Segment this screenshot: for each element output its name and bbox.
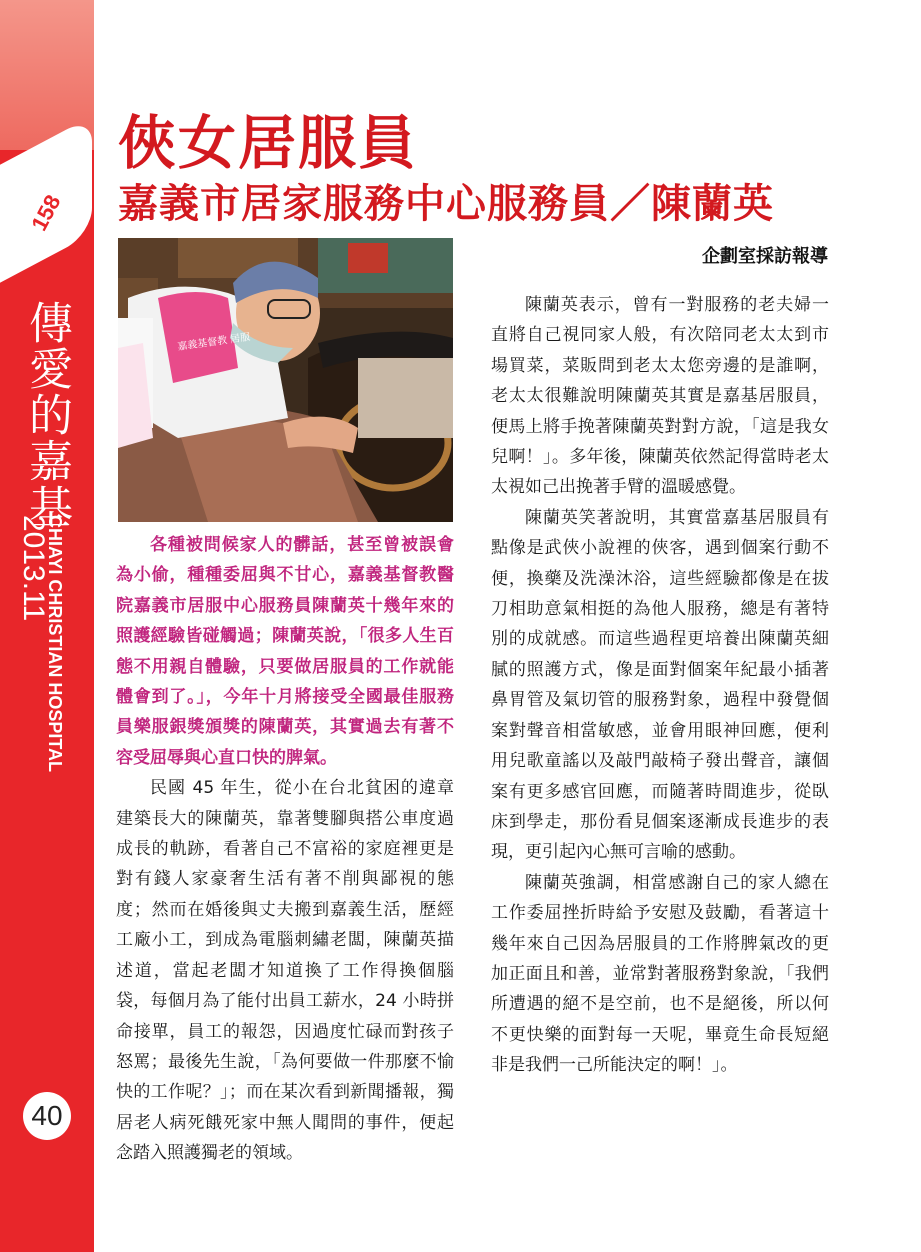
article-title: 俠女居服員 (118, 109, 419, 177)
right-column (491, 290, 829, 1081)
issue-date: 2013.11 (17, 515, 50, 622)
body-paragraph-1: 民國 45 年生，從小在台北貧困的違章建築長大的陳蘭英，靠著雙腳與搭公車度過成長的軌跡，看著自己不富裕的家庭裡更是對有錢人家豪奢生活有著不削與鄙視的態度；然而在婚後與丈夫搬到嘉義生活，歷經工廠小工，到成為電腦刺繡老闆，陳蘭英描述道，當起老闆才知道換了工作得換個腦袋，每個月為了能付出員工薪水，24 小時拼命接單，員工的報怨，因過度忙碌而對孩子怒罵；最後先生說，「為何要做一件那麼不愉快的工作呢？」；而在某次看到新聞播報，獨居老人病死餓死家中無人聞問的事件，便起念踏入照護獨老的領域。 (116, 778, 454, 1164)
article-photo (118, 238, 453, 522)
article-subtitle: 嘉義市居家服務中心服務員／陳蘭英 (118, 180, 774, 227)
page-number: 40 (23, 1092, 71, 1140)
hospital-name: CHIAYI CHRISTIAN HOSPITAL (45, 515, 65, 773)
body-paragraph-4: 陳蘭英強調，相當感謝自己的家人總在工作委屈挫折時給予安慰及鼓勵，看著這十幾年來自己因為居服員的工作將脾氣改的更加正面且和善，並常對著服務對象說，「我們所遭遇的絕不是空前，也不是絕後，所以何不更快樂的面對每一天呢，畢竟生命長短絕非是我們一己所能決定的啊！」。 (491, 872, 829, 1076)
sidebar (0, 0, 94, 1252)
photo-badge-text: 嘉義基督教 居服 (176, 331, 251, 353)
photo-caption: 各種被問候家人的髒話，甚至曾被誤會為小偷，種種委屈與不甘心，嘉義基督教醫院嘉義市居服中心服務員陳蘭英十幾年來的照護經驗皆碰觸過；陳蘭英說，「很多人生百態不用親自體驗，只要做居服員的工作就能體會到了。」，今年十月將接受全國最佳服務員樂服銀獎頒獎的陳蘭英，其實過去有著不容受屈辱與心直口快的脾氣。 (116, 535, 454, 768)
body-paragraph-2: 陳蘭英表示，曾有一對服務的老夫婦一直將自己視同家人般，有次陪同老太太到市場買菜，菜販問到老太太您旁邊的是誰啊，老太太很難說明陳蘭英其實是嘉基居服員，便馬上將手挽著陳蘭英對對方說，「這是我女兒啊！」。多年後，陳蘭英依然記得當時老太太視如己出挽著手臂的溫暖感覺。 (491, 295, 829, 498)
left-column (116, 530, 454, 1169)
magazine-brand: 傳愛的嘉基 (21, 300, 72, 530)
article-byline: 企劃室採訪報導 (702, 246, 828, 267)
body-paragraph-3: 陳蘭英笑著說明，其實當嘉基居服員有點像是武俠小說裡的俠客，遇到個案行動不便，換藥及洗澡沐浴，這些經驗都像是在拔刀相助意氣相挺的為他人服務，總是有著特別的成就感。而這些過程更培養出陳蘭英細膩的照護方式，像是面對個案年紀最小插著鼻胃管及氣切管的服務對象，過程中發覺個案對聲音相當敏感，並會用眼神回應，便利用兒歌童謠以及敲門敲椅子發出聲音，讓個案有更多感官回應，而隨著時間進步，從臥床到學走，那份看見個案逐漸成長進步的表現，更引起內心無可言喻的感動。 (491, 507, 829, 863)
section-number: 158 (26, 190, 66, 235)
